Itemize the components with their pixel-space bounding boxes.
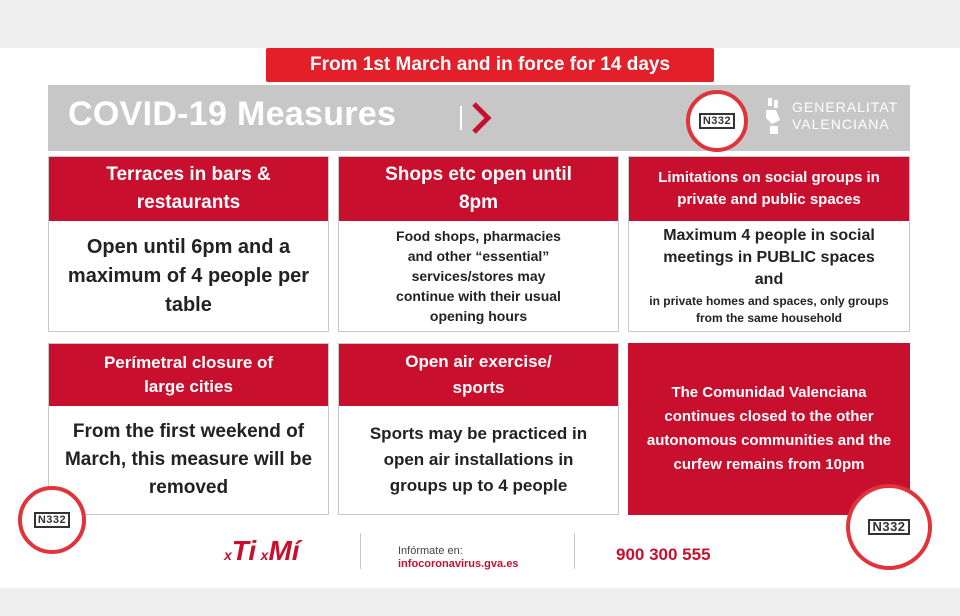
brand-mi: Mí (268, 535, 300, 566)
brand-x: x (260, 547, 269, 563)
n332-stamp-header (686, 90, 748, 152)
phone-number[interactable]: 900 300 555 (616, 545, 711, 564)
generalitat-logo (762, 96, 898, 136)
n332-logo: N332 (868, 519, 909, 535)
card-body-line-1: Maximum 4 people in social meetings in PUBLIC spaces and (663, 227, 875, 288)
top-strip (0, 0, 960, 48)
logo-line-1: GENERALITAT (792, 99, 899, 115)
card-body: From the first weekend of March, this measure will be removed (64, 421, 313, 498)
card-terraces (48, 156, 329, 332)
info-label: Infórmate en: (398, 545, 463, 557)
xtixmi-logo (224, 535, 300, 567)
card-heading: Shops etc open until 8pm (339, 157, 618, 221)
card-heading: Perímetral closure of large cities (49, 344, 328, 406)
card-body: Food shops, pharmacies and other “essential” services/stores may continue with their usual opening hours (396, 228, 561, 324)
chevron-right-icon (458, 100, 498, 136)
n332-stamp-right (846, 484, 932, 570)
card-heading: Open air exercise/ sports (339, 344, 618, 406)
footer-divider (360, 533, 361, 569)
card-perimetral-closure (48, 343, 329, 515)
card-open-air-sports (338, 343, 619, 515)
page-title: COVID-19 Measures (68, 95, 397, 133)
info-link[interactable]: infocoronavirus.gva.es (398, 558, 519, 570)
n332-logo: N332 (34, 512, 70, 528)
card-heading: Limitations on social groups in private and public spaces (629, 157, 909, 221)
card-comunidad: The Comunidad Valenciana continues closed to the other autonomous communities and the curfew remains from 10pm (628, 343, 910, 515)
brand-x: x (224, 547, 232, 563)
card-body: Open until 6pm and a maximum of 4 people per table (67, 235, 310, 316)
n332-logo: N332 (699, 113, 735, 129)
card-social-groups (628, 156, 910, 332)
date-banner: From 1st March and in force for 14 days (266, 48, 714, 82)
card-body-line-2: in private homes and spaces, only groups from the same household (649, 294, 889, 325)
n332-stamp-left (18, 486, 86, 554)
card-body: Sports may be practiced in open air installations in groups up to 4 people (369, 424, 588, 495)
footer-divider (574, 533, 575, 569)
card-body (629, 221, 909, 331)
card-heading: Terraces in bars & restaurants (49, 157, 328, 221)
bottom-strip (0, 588, 960, 616)
logo-line-2: VALENCIANA (792, 116, 890, 132)
card-shops (338, 156, 619, 332)
generalitat-emblem-icon (762, 96, 786, 136)
brand-ti: Ti (231, 535, 257, 566)
